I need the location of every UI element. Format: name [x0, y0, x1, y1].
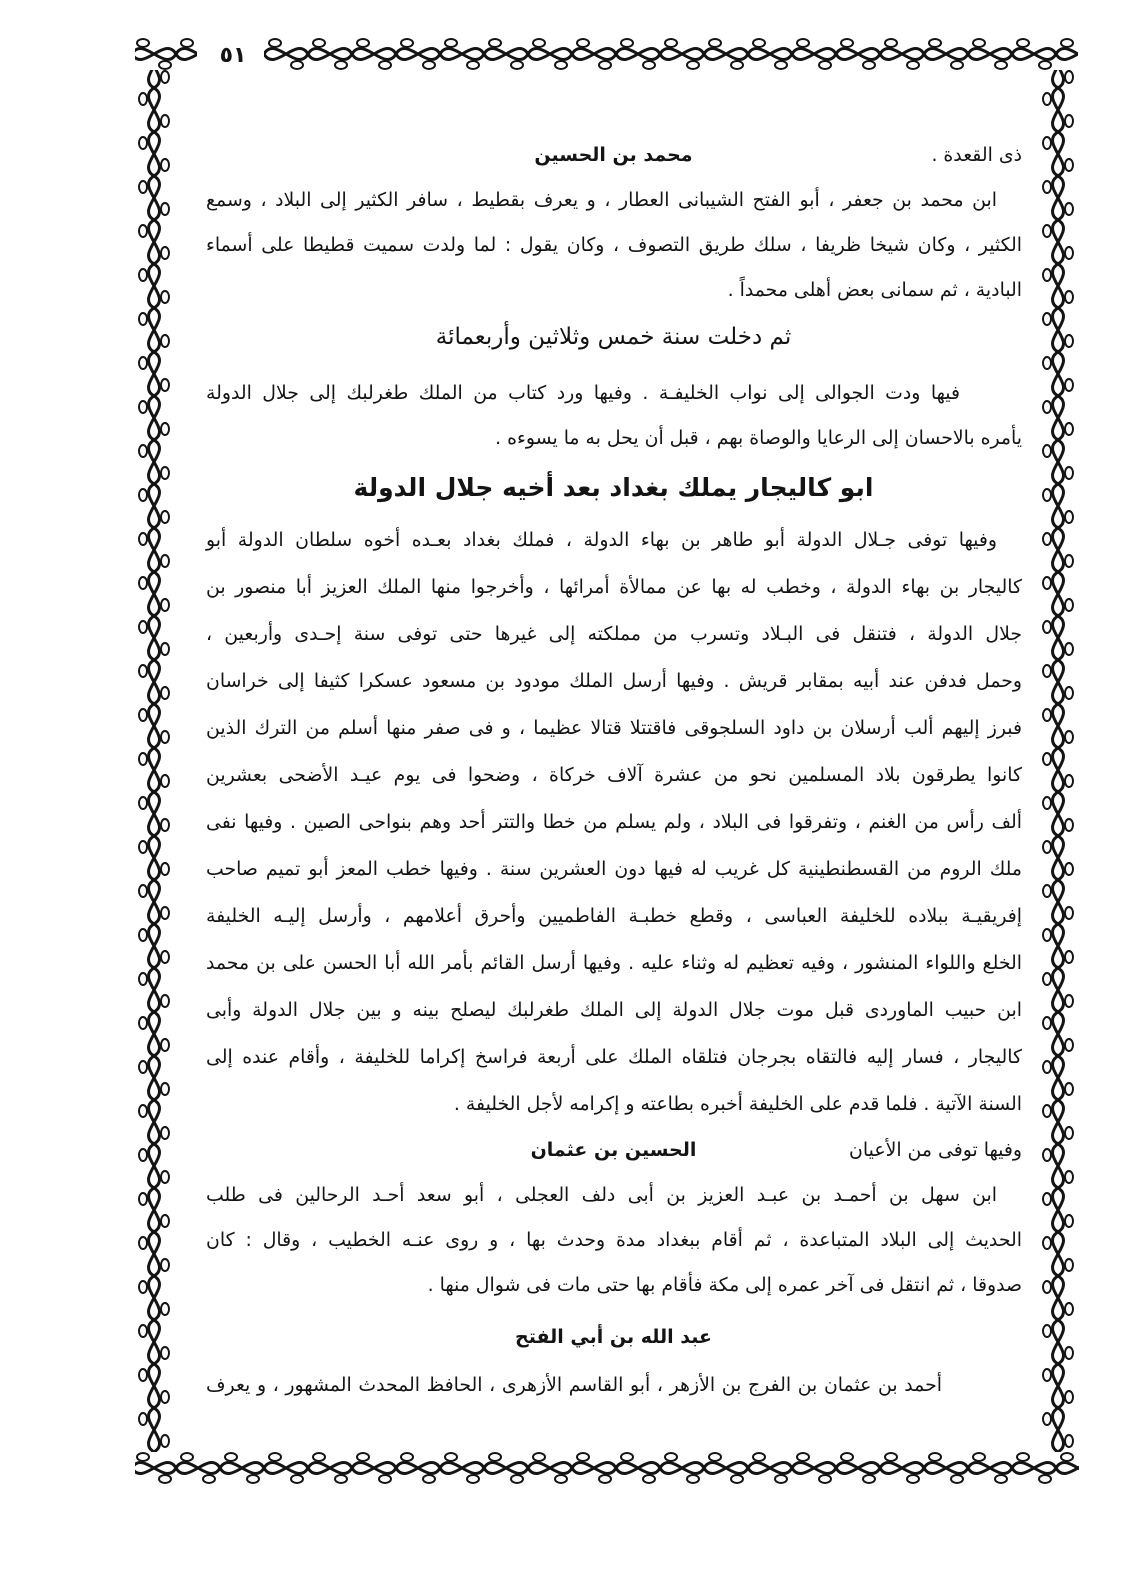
entry-heading-abdallah: عبد الله بن أبي الفتح — [515, 1326, 712, 1348]
border-left — [132, 70, 176, 1452]
text-line: وحمل فدفن عند أبيه بمقابر قريش . وفيها أرسل الملك مودود بن مسعود عسكرا كثيفا إلى خراسان — [206, 670, 1022, 692]
year-heading: ثم دخلت سنة خمس وثلاثين وأربعمائة — [435, 324, 792, 350]
text-line: وفيها توفى جـلال الدولة أبو طاهر بن بهاء الدولة ، فملك بغداد بعـده أخوه سلطان الدولة أبو — [206, 529, 997, 551]
border-bottom — [135, 1446, 1079, 1490]
text-line: جلال الدولة ، فتنقل فى البـلاد وتسرب من مملكته إلى غيرها حتى توفى سنة إحـدى وأربعين ، — [206, 623, 1022, 645]
text-line: كانوا يطرقون بلاد المسلمين نحو من عشرة آلاف خركاة ، وضحوا فى يوم عيـد الأضحى بعشرين — [206, 764, 1022, 786]
border-top-left-segment — [135, 32, 197, 76]
text-line: أحمد بن عثمان بن الفرج بن الأزهر ، أبو القاسم الأزهرى ، الحافظ المحدث المشهور ، و يعرف — [206, 1374, 942, 1396]
text-line: ألف رأس من الغنم ، وتفرقوا فى البلاد ، ولم يسلم من خطا والتتر أحد وهم بنواحى الصين . وفيها نفى — [206, 811, 1022, 833]
text-line: كاليجار بن بهاء الدولة ، وخطب له بها عن ممالأة أمرائها ، وأخرجوا منها الملك العزيز أبا منصور بن — [206, 576, 1022, 598]
entry-heading-muhammad: محمد بن الحسين — [534, 144, 693, 166]
text-line: الكثير ، وكان شيخا ظريفا ، سلك طريق التصوف ، وكان يقول : لما ولدت سميت قطيطا على أسماء — [206, 234, 1022, 256]
entry-heading-husayn: الحسين بن عثمان — [530, 1139, 697, 1161]
text-line: الحديث إلى البلاد المتباعدة ، ثم أقام ببغداد مدة وحدث بها ، و روى عنـه الخطيب ، وقال : كان — [206, 1229, 1022, 1251]
text-line: ملك الروم من القسطنطينية كل غريب له فيها دون العشرين سنة . وفيها خطب المعز أبو تميم صاحب — [206, 858, 1022, 880]
border-right — [1036, 70, 1080, 1452]
notables-intro: وفيها توفى من الأعيان — [849, 1139, 1022, 1161]
text-line: البادية ، ثم سمانى بعض أهلى محمداً . — [727, 279, 1022, 301]
text-line: فبرز إليهم ألب أرسلان بن داود السلجوقى فاقتتلا قتالا عظيما ، و فى صفر منها أسلم من الترك الذين — [206, 717, 1022, 739]
text-line: ابن حبيب الماوردى قبل موت جلال الدولة إلى الملك طغرلبك ليصلح بينه و بين جلال الدولة وأبى — [206, 999, 1022, 1021]
text-line: السنة الآتية . فلما قدم على الخليفة أخبره بطاعته و إكرامه لأجل الخليفة . — [453, 1093, 1022, 1115]
text-line: الخلع واللواء المنشور ، وفيه تعظيم له وثناء عليه . وفيها أرسل القائم بأمر الله أبا الحسن على بن محمد — [206, 952, 1022, 974]
text-line: كاليجار ، فسار إليه فالتقاه بجرجان فتلقاه الملك على أربعة فراسخ إكراما للخليفة ، وأقام عنده إلى — [206, 1046, 1022, 1068]
section-heading: ابو كاليجار يملك بغداد بعد أخيه جلال الدولة — [353, 473, 874, 502]
text-line: صدوقا ، ثم انتقل فى آخر عمره إلى مكة فأقام بها حتى مات فى شوال منها . — [427, 1274, 1022, 1296]
text-line: إفريقيـة ببلاده للخليفة العباسى ، وقطع خطبـة الفاطميين وأحرق أعلامهم ، وأرسل إليـه الخليفة — [206, 905, 1022, 927]
border-top-segment — [264, 32, 1078, 76]
text-line: ابن محمد بن جعفر ، أبو الفتح الشيبانى العطار ، و يعرف بقطيط ، سافر الكثير إلى البلاد ، وسمع — [206, 189, 997, 211]
page-number: ٥١ — [219, 43, 247, 68]
continuation-text: ذى القعدة . — [931, 144, 1022, 166]
text-line: يأمره بالاحسان إلى الرعايا والوصاة بهم ، قبل أن يحل به ما يسوءه . — [495, 427, 1022, 449]
text-line: ابن سهل بن أحمـد بن عبـد العزيز بن أبى دلف العجلى ، أبو سعد أحـد الرحالين فى طلب — [206, 1184, 997, 1206]
text-line: فيها ودت الجوالى إلى نواب الخليفـة . وفيها ورد كتاب من الملك طغرلبك إلى جلال الدولة — [206, 382, 960, 404]
